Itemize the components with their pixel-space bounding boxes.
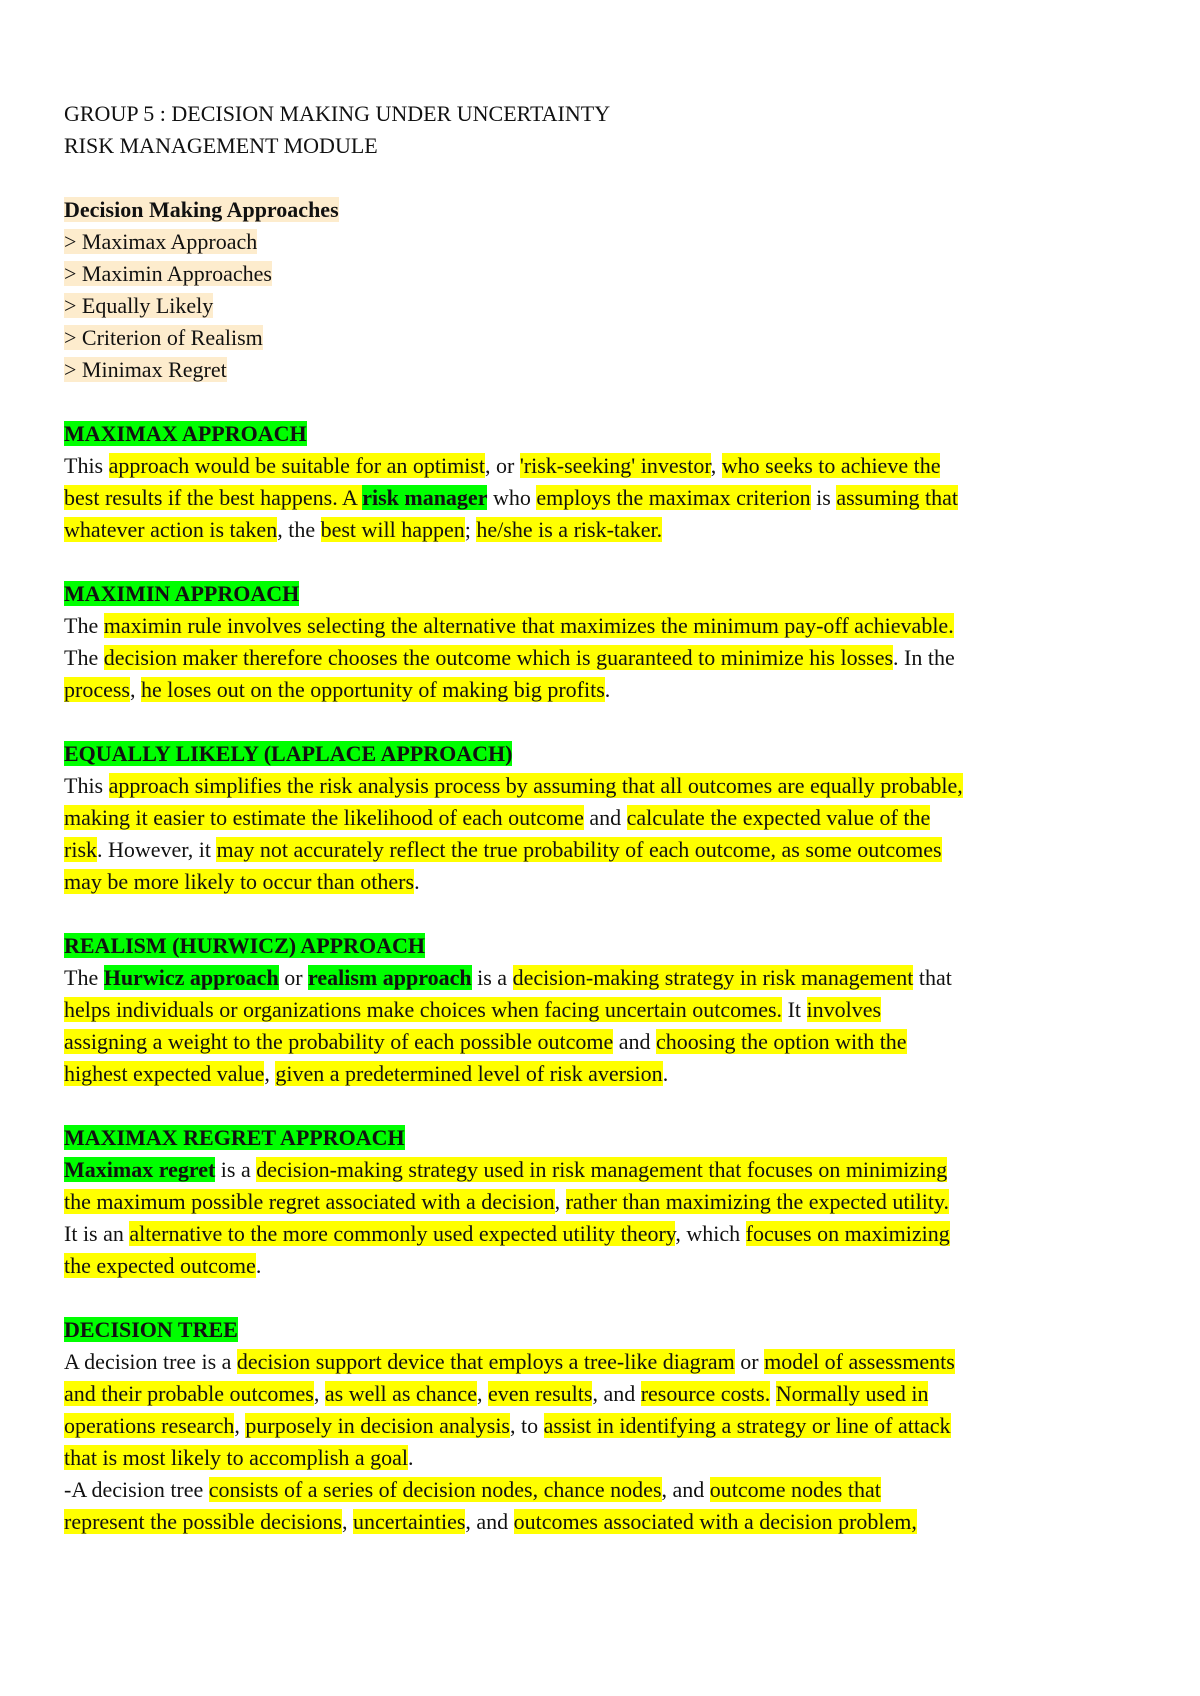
section-heading-text: MAXIMAX REGRET APPROACH — [64, 1125, 405, 1150]
paragraph-line — [64, 1410, 1094, 1442]
paragraph-line — [64, 1378, 1094, 1410]
highlighted-text: employs the maximax criterion — [536, 485, 811, 510]
highlighted-text: consists of a series of decision nodes, chance nodes — [208, 1477, 662, 1502]
highlighted-text: Maximax regret — [64, 1157, 216, 1182]
blank-line — [64, 546, 1094, 578]
sections-container — [64, 386, 1094, 1538]
plain-text: It — [782, 997, 807, 1022]
paragraph-line — [64, 770, 1094, 802]
paragraph-line — [64, 1058, 1094, 1090]
approach-list-item-text: > Equally Likely — [64, 293, 214, 318]
plain-text: . In the — [893, 645, 955, 670]
section-heading-text: EQUALLY LIKELY (LAPLACE APPROACH) — [64, 741, 513, 766]
paragraph-line — [64, 834, 1094, 866]
plain-text: . — [604, 677, 611, 702]
highlighted-text: best will happen — [320, 517, 465, 542]
approach-list-item — [64, 322, 1094, 354]
highlighted-text: the maximum possible regret associated with a decision — [64, 1189, 555, 1214]
paragraph-line — [64, 1506, 1094, 1538]
highlighted-text: alternative to the more commonly used expected utility theory — [129, 1221, 676, 1246]
highlighted-text: assist in identifying a strategy or line of attack — [543, 1413, 951, 1438]
highlighted-text: helps individuals or organizations make choices when facing uncertain outcomes. — [64, 997, 783, 1022]
plain-text: is — [810, 485, 837, 510]
document-body — [64, 98, 1094, 1538]
paragraph-line — [64, 802, 1094, 834]
plain-text: or — [734, 1349, 765, 1374]
blank-line — [64, 1090, 1094, 1122]
section-heading — [64, 578, 1094, 610]
highlighted-text: the expected outcome — [64, 1253, 256, 1278]
plain-text — [770, 1381, 776, 1406]
highlighted-text: 'risk-seeking' investor — [519, 453, 711, 478]
section-heading-text: MAXIMAX APPROACH — [64, 421, 307, 446]
document-subtitle: RISK MANAGEMENT MODULE — [64, 133, 378, 158]
section-heading — [64, 1314, 1094, 1346]
plain-text: A decision tree is a — [64, 1349, 237, 1374]
highlighted-text: who seeks to achieve the — [721, 453, 941, 478]
approach-list-item — [64, 354, 1094, 386]
approach-list-item — [64, 226, 1094, 258]
plain-text: , — [129, 677, 141, 702]
paragraph-line — [64, 1474, 1094, 1506]
plain-text: who — [487, 485, 537, 510]
plain-text: , and — [465, 1509, 514, 1534]
blank-line — [64, 162, 1094, 194]
paragraph-line — [64, 674, 1094, 706]
highlighted-text: involves — [806, 997, 882, 1022]
plain-text: is a — [215, 1157, 257, 1182]
blank-line — [64, 386, 1094, 418]
section-heading — [64, 1122, 1094, 1154]
plain-text: and — [613, 1029, 657, 1054]
section-heading — [64, 930, 1094, 962]
highlighted-text: may be more likely to occur than others — [64, 869, 415, 894]
highlighted-text: outcomes associated with a decision problem, — [513, 1509, 917, 1534]
plain-text: The — [64, 645, 104, 670]
plain-text: , the — [277, 517, 321, 542]
approach-list-item-text: > Maximax Approach — [64, 229, 258, 254]
paragraph-line — [64, 450, 1094, 482]
plain-text: -A decision tree — [64, 1477, 209, 1502]
plain-text: , — [234, 1413, 246, 1438]
highlighted-text: best results if the best happens. A — [64, 485, 363, 510]
plain-text: , or — [484, 453, 520, 478]
highlighted-text: assuming that — [836, 485, 958, 510]
plain-text: and — [583, 805, 627, 830]
plain-text: , and — [592, 1381, 641, 1406]
highlighted-text: risk manager — [362, 485, 488, 510]
document-title: GROUP 5 : DECISION MAKING UNDER UNCERTAINTY — [64, 101, 611, 126]
approach-list-item-text: > Minimax Regret — [64, 357, 227, 382]
paragraph-line — [64, 642, 1094, 674]
approach-list-item — [64, 258, 1094, 290]
paragraph-line — [64, 1250, 1094, 1282]
plain-text: , — [476, 1381, 488, 1406]
plain-text: , — [264, 1061, 276, 1086]
section-heading — [64, 738, 1094, 770]
highlighted-text: he/she is a risk-taker. — [476, 517, 663, 542]
highlighted-text: and their probable outcomes — [64, 1381, 314, 1406]
section-heading-text: MAXIMIN APPROACH — [64, 581, 300, 606]
plain-text: The — [64, 613, 104, 638]
plain-text: . — [662, 1061, 669, 1086]
highlighted-text: Normally used in — [775, 1381, 929, 1406]
highlighted-text: maximin rule involves selecting the alternative that maximizes the minimum pay-off achievable. — [103, 613, 954, 638]
highlighted-text: even results — [487, 1381, 593, 1406]
approaches-heading — [64, 194, 1094, 226]
highlighted-text: realism approach — [308, 965, 472, 990]
plain-text: , — [554, 1189, 566, 1214]
blank-line — [64, 1282, 1094, 1314]
section-heading-text: DECISION TREE — [64, 1317, 238, 1342]
plain-text: , which — [675, 1221, 746, 1246]
highlighted-text: may not accurately reflect the true probability of each outcome, as some outcomes — [216, 837, 942, 862]
highlighted-text: risk — [64, 837, 97, 862]
approach-list-item-text: > Criterion of Realism — [64, 325, 263, 350]
highlighted-text: decision support device that employs a tree-like diagram — [236, 1349, 735, 1374]
section-heading — [64, 418, 1094, 450]
highlighted-text: decision-making strategy in risk management — [512, 965, 914, 990]
plain-text: that — [913, 965, 952, 990]
highlighted-text: assigning a weight to the probability of each possible outcome — [64, 1029, 614, 1054]
plain-text: or — [278, 965, 309, 990]
approaches-heading-text: Decision Making Approaches — [64, 197, 339, 222]
highlighted-text: decision maker therefore chooses the outcome which is guaranteed to minimize his losses — [103, 645, 894, 670]
plain-text: , — [313, 1381, 325, 1406]
plain-text: This — [64, 453, 109, 478]
approach-list-item-text: > Maximin Approaches — [64, 261, 272, 286]
paragraph-line — [64, 1442, 1094, 1474]
plain-text: It is an — [64, 1221, 130, 1246]
plain-text: . — [414, 869, 420, 894]
highlighted-text: calculate the expected value of the — [626, 805, 931, 830]
plain-text: This — [64, 773, 109, 798]
paragraph-line — [64, 866, 1094, 898]
highlighted-text: rather than maximizing the expected utility. — [565, 1189, 950, 1214]
paragraph-line — [64, 1186, 1094, 1218]
highlighted-text: resource costs. — [640, 1381, 771, 1406]
highlighted-text: making it easier to estimate the likelihood of each outcome — [64, 805, 584, 830]
paragraph-line — [64, 1154, 1094, 1186]
paragraph-line — [64, 962, 1094, 994]
section-heading-text: REALISM (HURWICZ) APPROACH — [64, 933, 426, 958]
highlighted-text: model of assessments — [764, 1349, 955, 1374]
highlighted-text: choosing the option with the — [656, 1029, 907, 1054]
highlighted-text: outcome nodes that — [709, 1477, 881, 1502]
highlighted-text: as well as chance — [324, 1381, 477, 1406]
plain-text: , — [342, 1509, 353, 1534]
approach-list-item — [64, 290, 1094, 322]
plain-text: . However, it — [97, 837, 217, 862]
highlighted-text: highest expected value — [64, 1061, 265, 1086]
highlighted-text: uncertainties — [353, 1509, 466, 1534]
plain-text: ; — [464, 517, 477, 542]
blank-line — [64, 706, 1094, 738]
plain-text: . — [255, 1253, 262, 1278]
highlighted-text: represent the possible decisions — [64, 1509, 342, 1534]
paragraph-line — [64, 514, 1094, 546]
plain-text: , to — [510, 1413, 544, 1438]
highlighted-text: process — [64, 677, 130, 702]
plain-text: , — [710, 453, 722, 478]
highlighted-text: focuses on maximizing — [745, 1221, 950, 1246]
highlighted-text: given a predetermined level of risk aversion — [275, 1061, 663, 1086]
highlighted-text: approach simplifies the risk analysis process by assuming that all outcomes are equally probable, — [108, 773, 963, 798]
highlighted-text: approach would be suitable for an optimist — [108, 453, 485, 478]
highlighted-text: decision-making strategy used in risk management that focuses on minimizing — [256, 1157, 948, 1182]
paragraph-line — [64, 1346, 1094, 1378]
paragraph-line — [64, 1026, 1094, 1058]
highlighted-text: Hurwicz approach — [103, 965, 279, 990]
paragraph-line — [64, 1218, 1094, 1250]
highlighted-text: that is most likely to accomplish a goal — [64, 1445, 408, 1470]
plain-text: . — [408, 1445, 414, 1470]
paragraph-line — [64, 610, 1094, 642]
highlighted-text: whatever action is taken — [64, 517, 278, 542]
highlighted-text: he loses out on the opportunity of making big profits — [140, 677, 605, 702]
plain-text: , and — [661, 1477, 710, 1502]
highlighted-text: purposely in decision analysis — [245, 1413, 510, 1438]
blank-line — [64, 898, 1094, 930]
highlighted-text: operations research — [64, 1413, 235, 1438]
paragraph-line — [64, 482, 1094, 514]
plain-text: The — [64, 965, 104, 990]
plain-text: is a — [471, 965, 513, 990]
paragraph-line — [64, 994, 1094, 1026]
